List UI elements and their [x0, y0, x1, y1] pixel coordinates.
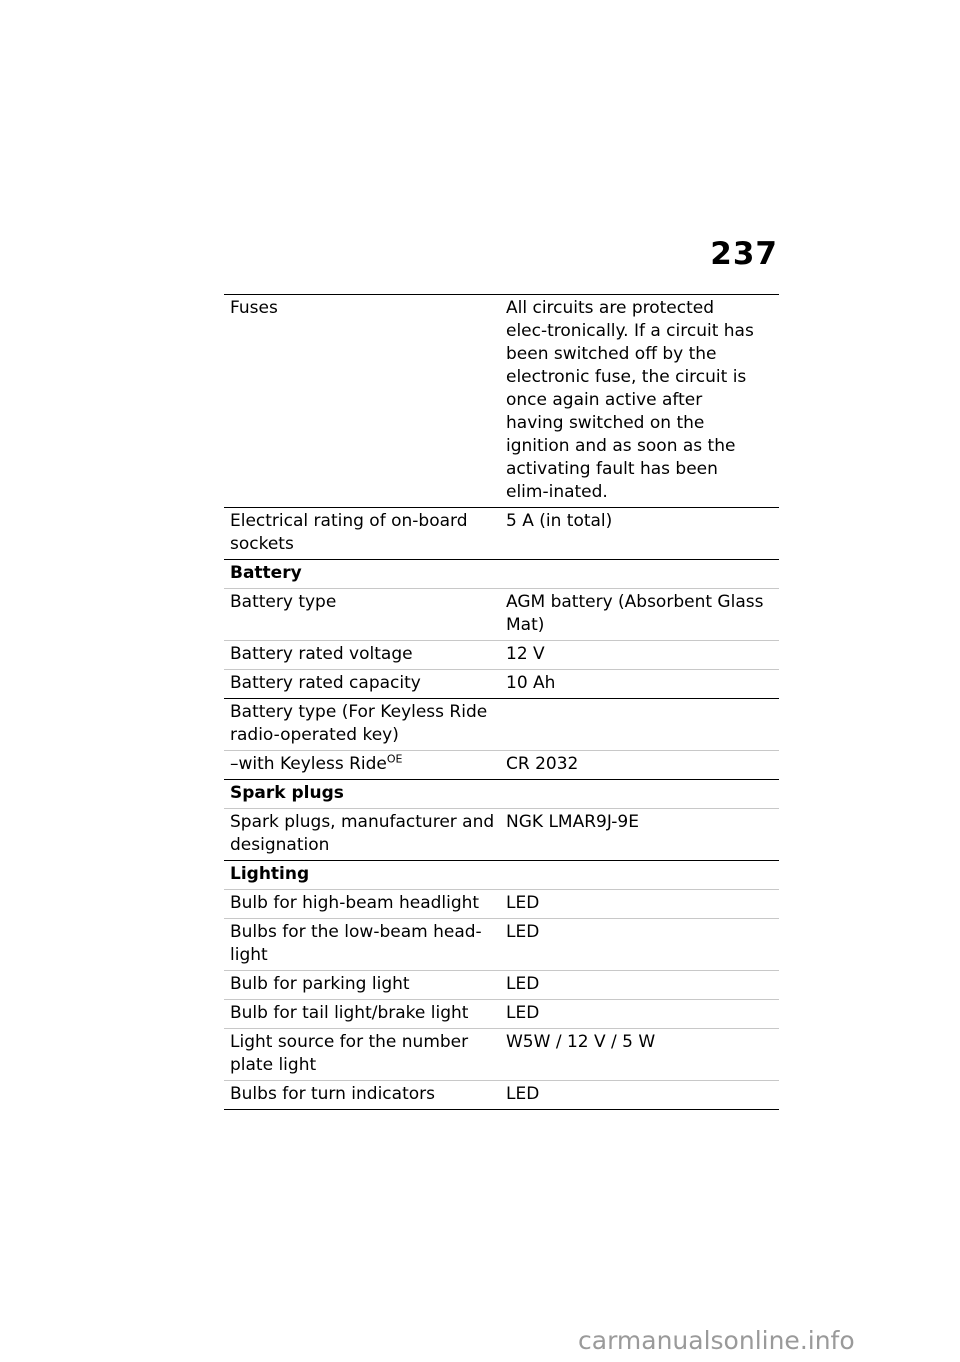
- table-row: [224, 295, 779, 508]
- table-row: [224, 670, 779, 699]
- row-label: Battery type: [230, 592, 337, 612]
- row-label: Spark plugs, manufacturer and designation: [230, 812, 495, 855]
- row-value: 12 V: [506, 644, 545, 664]
- row-value: [494, 699, 779, 750]
- watermark: carmanualsonline.info: [578, 1326, 855, 1355]
- table-row: [224, 1000, 779, 1029]
- section-heading: [224, 861, 779, 890]
- table-row: [224, 751, 779, 780]
- section-title: Spark plugs: [230, 783, 344, 803]
- table-row: [224, 919, 779, 971]
- table-row: [224, 1081, 779, 1110]
- row-value: AGM battery (Absorbent Glass Mat): [506, 592, 764, 635]
- table-row: [224, 589, 779, 641]
- row-label: Bulb for tail light/brake light: [230, 1003, 469, 1023]
- row-label: Bulbs for turn indicators: [230, 1084, 435, 1104]
- page-number: 237: [710, 236, 778, 272]
- row-label: Fuses: [230, 298, 278, 318]
- row-value: 10 Ah: [506, 673, 556, 693]
- row-label: Bulb for high-beam headlight: [230, 893, 480, 913]
- row-value: LED: [506, 893, 540, 913]
- row-value: LED: [506, 974, 540, 994]
- row-value: 5 A (in total): [506, 511, 613, 531]
- table-row: [224, 1029, 779, 1081]
- row-label: Battery rated voltage: [230, 644, 413, 664]
- section-title: Battery: [230, 563, 302, 583]
- row-label: Battery rated capacity: [230, 673, 421, 693]
- table-row: [224, 641, 779, 670]
- row-label: [224, 751, 500, 779]
- table-row: [224, 699, 779, 751]
- row-value: CR 2032: [506, 754, 579, 774]
- row-value: LED: [506, 1003, 540, 1023]
- table-row: [224, 508, 779, 560]
- row-label: Light source for the number plate light: [230, 1032, 469, 1075]
- table-row: [224, 890, 779, 919]
- row-value: LED: [506, 922, 540, 942]
- row-value: All circuits are protected elec-tronically. If a circuit has been switched off by the electronic fuse, the circuit is once again active after having switched on the ignition and as soon as the activating fault has been elim-inated.: [506, 298, 754, 502]
- row-value: W5W / 12 V / 5 W: [506, 1032, 656, 1052]
- row-label-text: –with Keyless Ride: [230, 754, 387, 774]
- row-label: Battery type (For Keyless Ride radio-operated key): [230, 702, 488, 745]
- row-label: Electrical rating of on-board sockets: [230, 511, 468, 554]
- row-label: Bulb for parking light: [230, 974, 410, 994]
- option-superscript: OE: [386, 752, 403, 766]
- table-row: [224, 809, 779, 861]
- section-heading: [224, 560, 779, 589]
- row-label: Bulbs for the low-beam head-light: [230, 922, 482, 965]
- spec-table: [224, 294, 779, 1110]
- row-value: LED: [506, 1084, 540, 1104]
- row-value: NGK LMAR9J-9E: [506, 812, 639, 832]
- table-row: [224, 971, 779, 1000]
- section-title: Lighting: [230, 864, 310, 884]
- section-heading: [224, 780, 779, 809]
